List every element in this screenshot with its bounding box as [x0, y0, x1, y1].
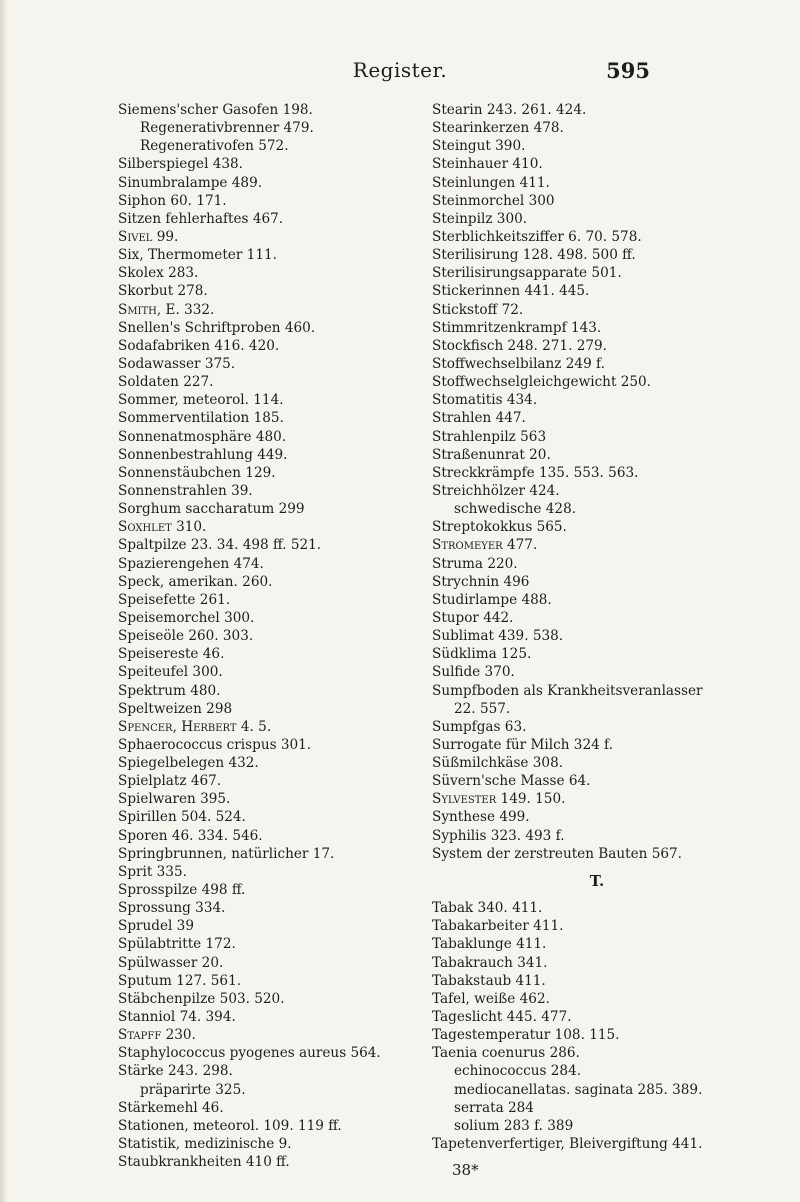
index-entry: Sulfide 370.: [432, 664, 515, 681]
index-entry: Staphylococcus pyogenes aureus 564.: [118, 1045, 381, 1062]
index-entry: Steinhauer 410.: [432, 156, 543, 173]
index-entry: Steingut 390.: [432, 138, 526, 155]
index-entry: Snellen's Schriftproben 460.: [118, 319, 316, 336]
index-entry: Stationen, meteorol. 109. 119 ff.: [118, 1117, 342, 1134]
index-entry: Stapff 230.: [118, 1027, 196, 1044]
index-entry: System der zerstreuten Bauten 567.: [432, 845, 682, 862]
index-entry: Skolex 283.: [118, 265, 199, 282]
index-entry: Steinpilz 300.: [432, 210, 528, 227]
index-entry: Sodafabriken 416. 420.: [118, 337, 280, 354]
index-subentry: 22. 557.: [454, 700, 511, 717]
index-entry: Siemens'scher Gasofen 198.: [118, 102, 313, 118]
index-entry: Syphilis 323. 493 f.: [432, 827, 565, 844]
index-entry: Six, Thermometer 111.: [118, 247, 277, 264]
index-entry: Sumpfgas 63.: [432, 718, 527, 735]
index-entry: Sphaerococcus crispus 301.: [118, 736, 312, 753]
index-entry: Tabakarbeiter 411.: [432, 918, 564, 935]
printer-signature-mark: 38*: [452, 1161, 479, 1179]
index-entry: Stickerinnen 441. 445.: [432, 283, 590, 300]
index-entry: Strychnin 496: [432, 573, 530, 590]
index-entry: Tabaklunge 411.: [432, 936, 547, 953]
index-entry: Synthese 499.: [432, 809, 530, 826]
index-entry: Strahlen 447.: [432, 410, 526, 427]
index-entry: Stickstoff 72.: [432, 301, 524, 318]
index-entry: Studirlampe 488.: [432, 591, 552, 608]
index-entry: Speisefette 261.: [118, 591, 231, 608]
index-entry: Sterilisirungsapparate 501.: [432, 265, 622, 282]
index-entry: Sodawasser 375.: [118, 355, 236, 372]
page-number: 595: [606, 58, 650, 83]
index-entry: Sonnenstrahlen 39.: [118, 482, 253, 499]
index-entry: Spektrum 480.: [118, 682, 221, 699]
index-entry: Spiegelbelegen 432.: [118, 755, 259, 772]
index-subentry: Regenerativofen 572.: [140, 138, 289, 155]
section-heading: T.: [589, 871, 605, 890]
index-subentry: schwedische 428.: [454, 501, 577, 518]
index-entry: Statistik, medizinische 9.: [118, 1136, 292, 1153]
index-entry: Tapetenverfertiger, Bleivergiftung 441.: [432, 1136, 703, 1153]
index-entry: Smith, E. 332.: [118, 301, 215, 318]
index-entry: Stearinkerzen 478.: [432, 120, 564, 137]
index-entry: Soxhlet 310.: [118, 519, 207, 536]
index-subentry: solium 283 f. 389: [454, 1117, 574, 1134]
index-entry: Süßmilchkäse 308.: [432, 755, 564, 772]
index-entry: Streckkrämpfe 135. 553. 563.: [432, 464, 639, 481]
index-entry: Stomatitis 434.: [432, 392, 538, 409]
index-entry: Sommerventilation 185.: [118, 410, 284, 427]
index-entry: Speisereste 46.: [118, 646, 225, 663]
index-entry: Speck, amerikan. 260.: [118, 573, 273, 590]
index-entry: Stimmritzenkrampf 143.: [432, 319, 602, 336]
index-entry: Stockfisch 248. 271. 279.: [432, 337, 607, 354]
index-entry: Stupor 442.: [432, 609, 514, 626]
index-entry: Speisemorchel 300.: [118, 609, 255, 626]
index-entry: Stearin 243. 261. 424.: [432, 102, 587, 118]
index-entry: Stanniol 74. 394.: [118, 1009, 236, 1026]
index-entry: Sumpfboden als Krankheitsveranlasser: [432, 682, 703, 699]
index-entry: Sylvester 149. 150.: [432, 791, 566, 808]
index-entry: Sonnenstäubchen 129.: [118, 464, 276, 481]
index-subentry: serrata 284: [454, 1099, 534, 1116]
index-entry: Tageslicht 445. 477.: [432, 1009, 572, 1026]
index-entry: Taenia coenurus 286.: [432, 1045, 580, 1062]
index-subentry: mediocanellatas. saginata 285. 389.: [454, 1081, 703, 1098]
index-entry: Sprossung 334.: [118, 900, 226, 917]
index-entry: Sinumbralampe 489.: [118, 174, 263, 191]
index-entry: Spülwasser 20.: [118, 954, 224, 971]
index-entry: Stoffwechselgleichgewicht 250.: [432, 374, 651, 391]
index-entry: Stromeyer 477.: [432, 537, 538, 554]
index-entry: Spülabtritte 172.: [118, 936, 236, 953]
index-entry: Spirillen 504. 524.: [118, 809, 246, 826]
index-entry: Stoffwechselbilanz 249 f.: [432, 355, 605, 372]
index-entry: Strahlenpilz 563: [432, 428, 547, 445]
index-entry: Surrogate für Milch 324 f.: [432, 736, 613, 753]
index-subentry: echinococcus 284.: [454, 1063, 582, 1080]
page-title: Register.: [352, 58, 448, 82]
index-entry: Sprit 335.: [118, 863, 187, 880]
index-entry: Tafel, weiße 462.: [432, 990, 550, 1007]
index-entry: Sonnenatmosphäre 480.: [118, 428, 287, 445]
index-entry: Sterblichkeitsziffer 6. 70. 578.: [432, 228, 642, 245]
index-entry: Tabak 340. 411.: [432, 900, 543, 917]
index-entry: Speltweizen 298: [118, 700, 233, 717]
index-entry: Südklima 125.: [432, 646, 532, 663]
index-entry: Speiteufel 300.: [118, 664, 223, 681]
index-entry: Soldaten 227.: [118, 374, 214, 391]
index-entry: Sitzen fehlerhaftes 467.: [118, 210, 284, 227]
index-entry: Sprudel 39: [118, 918, 194, 935]
index-entry: Sporen 46. 334. 546.: [118, 827, 263, 844]
index-entry: Sonnenbestrahlung 449.: [118, 446, 288, 463]
index-entry: Sublimat 439. 538.: [432, 628, 564, 645]
index-entry: Speiseöle 260. 303.: [118, 628, 254, 645]
index-column-left: [118, 101, 448, 1171]
index-entry: Tabakrauch 341.: [432, 954, 548, 971]
index-entry: Sterilisirung 128. 498. 500 ff.: [432, 247, 636, 264]
index-entry: Spielplatz 467.: [118, 773, 222, 790]
index-entry: Straßenunrat 20.: [432, 446, 551, 463]
index-column-right: [432, 101, 762, 1153]
index-entry: Skorbut 278.: [118, 283, 208, 300]
index-entry: Streichhölzer 424.: [432, 482, 560, 499]
index-entry: Siphon 60. 171.: [118, 192, 227, 209]
index-entry: Staubkrankheiten 410 ff.: [118, 1154, 290, 1171]
index-entry: Steinlungen 411.: [432, 174, 550, 191]
index-entry: Stäbchenpilze 503. 520.: [118, 990, 285, 1007]
index-entry: Springbrunnen, natürlicher 17.: [118, 845, 335, 862]
index-entry: Sivel 99.: [118, 228, 179, 245]
index-subentry: Regenerativbrenner 479.: [140, 120, 314, 137]
index-entry: Sprosspilze 498 ff.: [118, 882, 246, 899]
index-entry: Tabakstaub 411.: [432, 972, 546, 989]
index-entry: Sommer, meteorol. 114.: [118, 392, 284, 409]
index-entry: Spencer, Herbert 4. 5.: [118, 718, 272, 735]
index-entry: Steinmorchel 300: [432, 192, 555, 209]
index-entry: Stärkemehl 46.: [118, 1099, 224, 1116]
index-entry: Silberspiegel 438.: [118, 156, 244, 173]
index-entry: Struma 220.: [432, 555, 518, 572]
index-entry: Süvern'sche Masse 64.: [432, 773, 591, 790]
index-entry: Spaltpilze 23. 34. 498 ff. 521.: [118, 537, 322, 554]
index-entry: Spazierengehen 474.: [118, 555, 264, 572]
index-entry: Sorghum saccharatum 299: [118, 501, 305, 518]
index-entry: Tagestemperatur 108. 115.: [432, 1027, 620, 1044]
index-entry: Stärke 243. 298.: [118, 1063, 233, 1080]
index-entry: Streptokokkus 565.: [432, 519, 567, 536]
page-spine-edge: [0, 0, 8, 1202]
index-subentry: präparirte 325.: [140, 1081, 246, 1098]
index-entry: Spielwaren 395.: [118, 791, 231, 808]
index-entry: Sputum 127. 561.: [118, 972, 242, 989]
